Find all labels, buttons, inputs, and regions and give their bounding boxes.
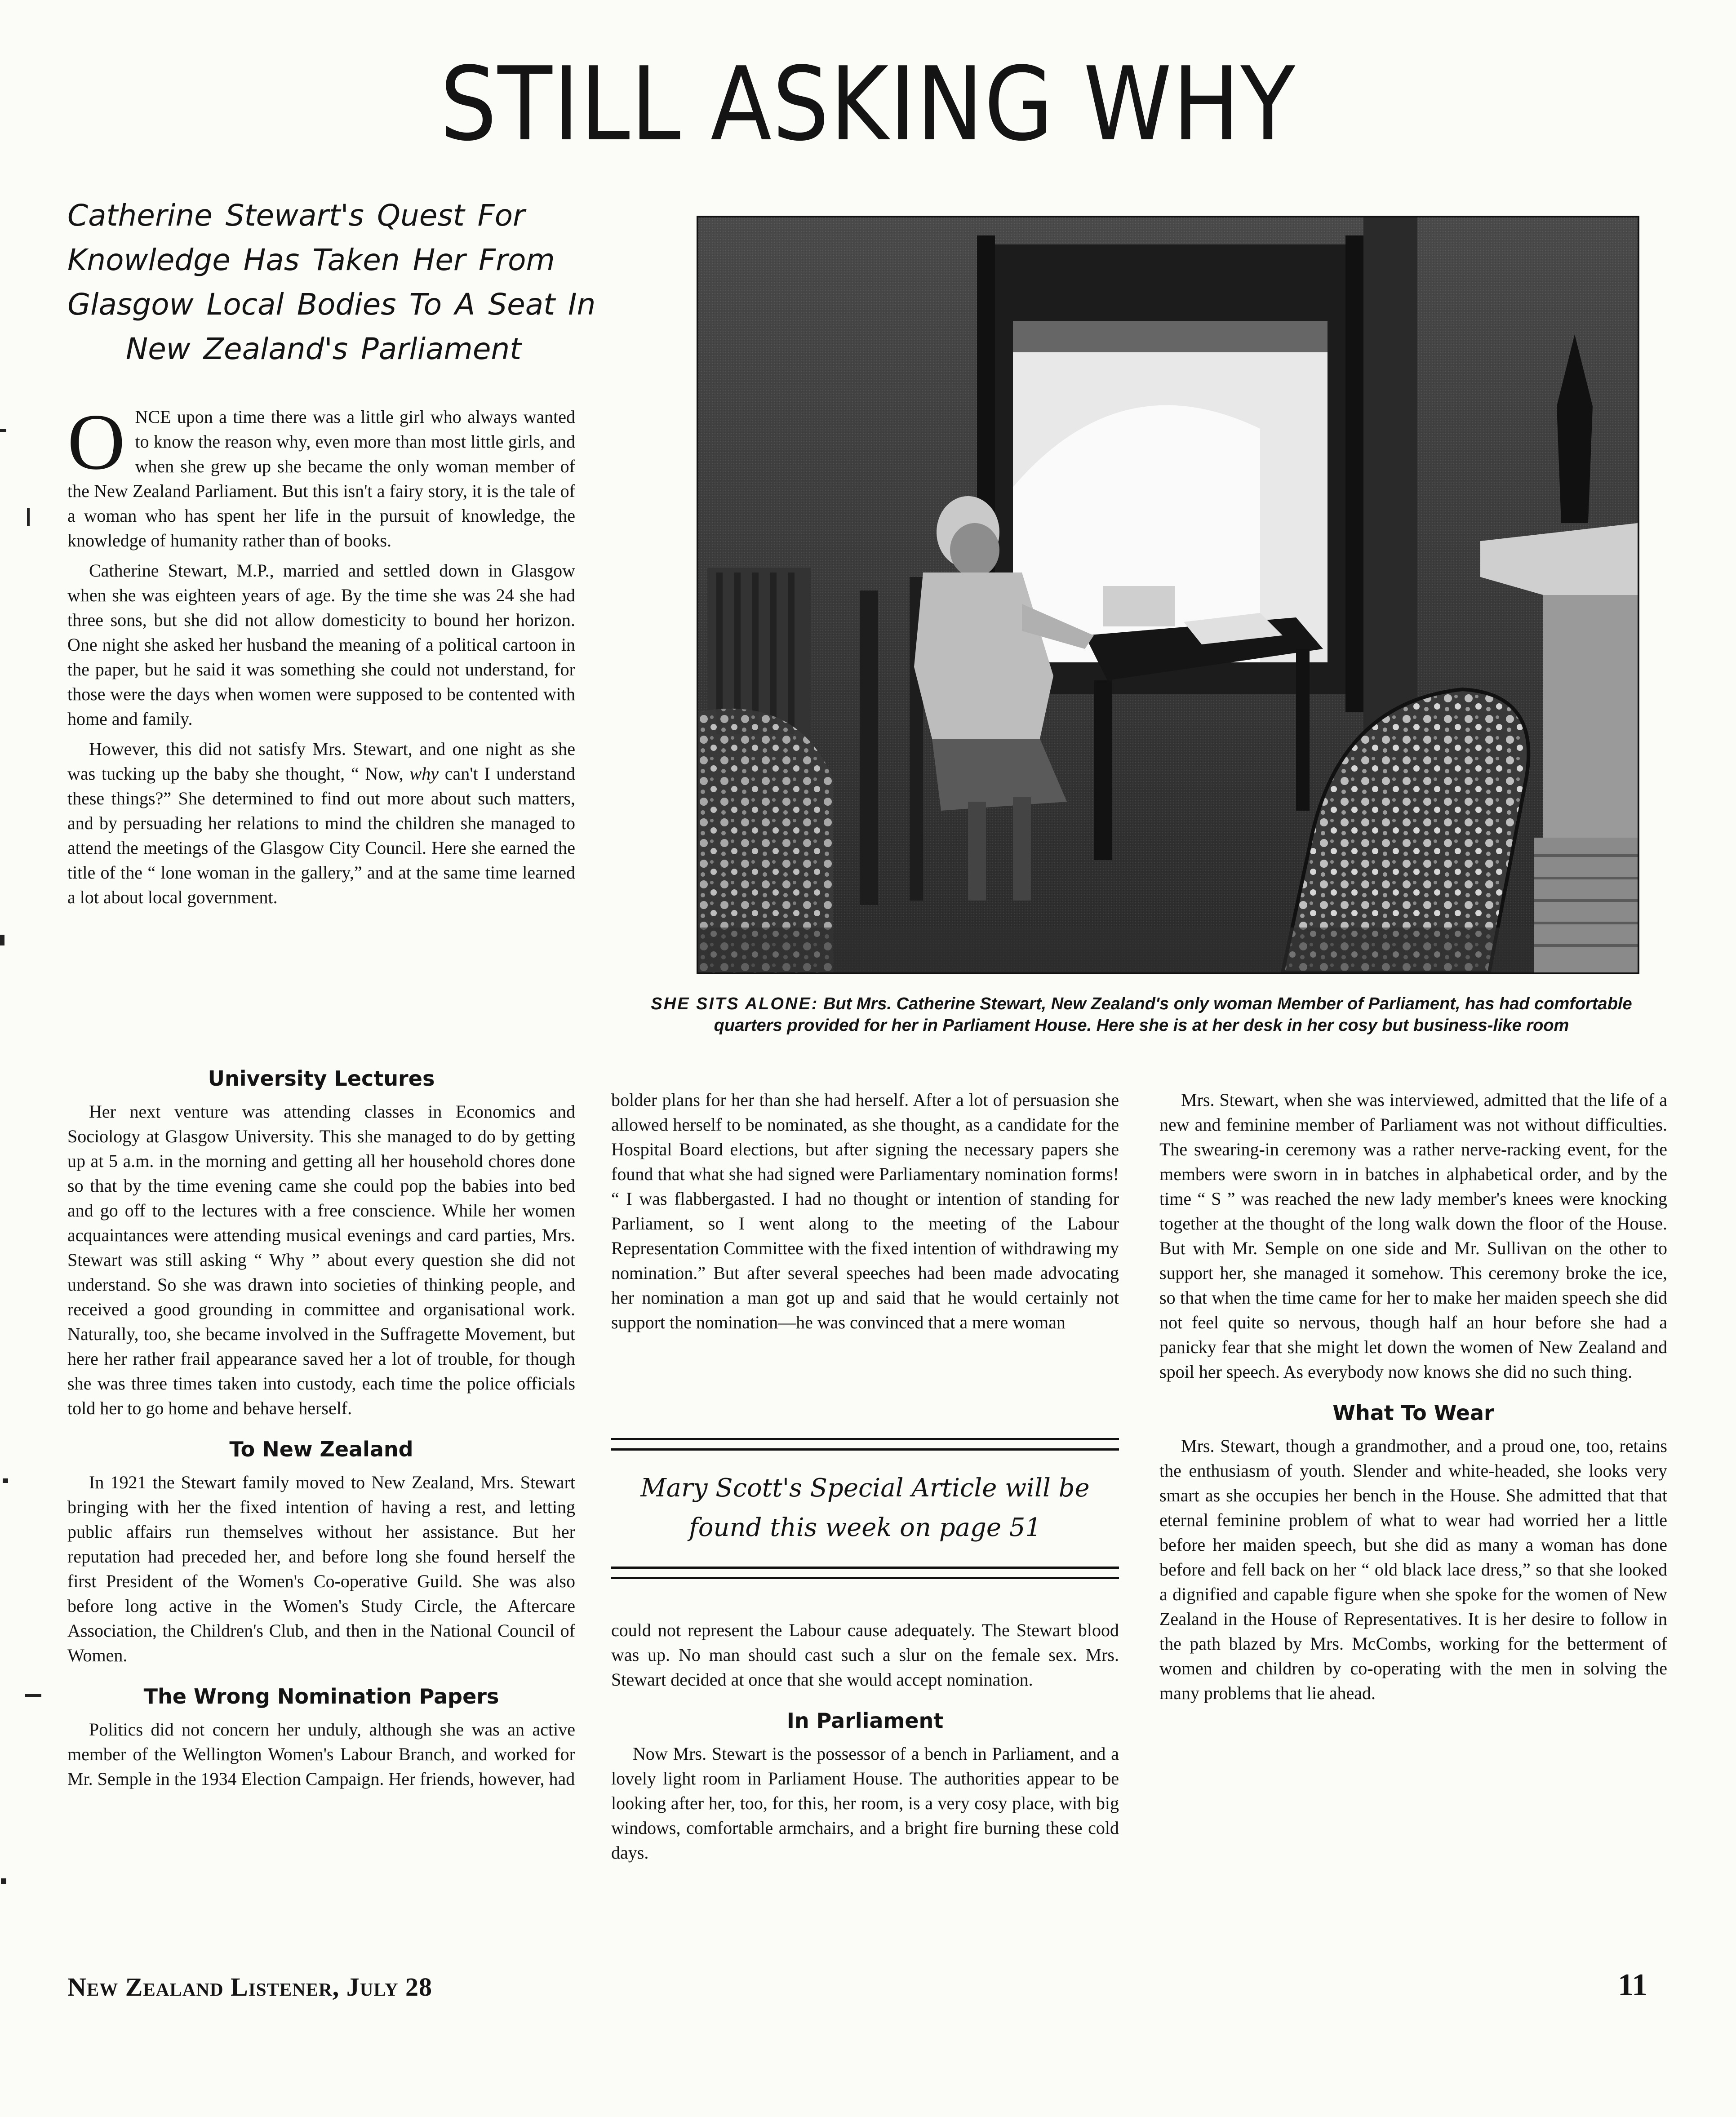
body-paragraph: Mrs. Stewart, when she was interviewed, admitted that the life of a new and feminine member of Parliament was not without difficulties. The swearing-in ceremony was a rather nerve-racking event, for the members were sworn in in batches in alphabetical order, and by the time “ S ” was reached the new lady member's knees were knocking together at the thought of the long walk down the floor of the House. But with Mr. Semple on one side and Mr. Sullivan on the other to support her, she managed it somehow. This ceremony broke the ice, so that when the time came for her to make her maiden speech she did not feel quite so nervous, though half an hour before she had a panicky fear that she might let down the women of New Zealand and spoil her speech. As everybody now knows she did no such thing. bbox=[1159, 1090, 1667, 1382]
margin-mark bbox=[0, 429, 6, 432]
headline: STILL ASKING WHY bbox=[440, 45, 1296, 164]
subhead-to-new-zealand: To New Zealand bbox=[229, 1437, 413, 1461]
deck-line: Knowledge Has Taken Her From bbox=[67, 243, 555, 277]
article-column-2 bbox=[611, 1087, 1119, 1335]
deck-line: Catherine Stewart's Quest For bbox=[67, 198, 525, 233]
subhead-in-parliament: In Parliament bbox=[786, 1709, 944, 1733]
page-number: 11 bbox=[1618, 1968, 1648, 2002]
publication-footer: New Zealand Listener, July 28 bbox=[67, 1972, 433, 2002]
article-column-1-continued bbox=[67, 1065, 575, 1791]
caption-text: But Mrs. Catherine Stewart, New Zealand's only woman Member of Parliament, has had comfortable quarters provided for her in Parliament House. Here she is at her desk in her cosy but business-like room bbox=[714, 994, 1632, 1035]
subhead-what-to-wear: What To Wear bbox=[1332, 1401, 1494, 1425]
lede-paragraph bbox=[67, 397, 575, 553]
article-column-1 bbox=[67, 397, 576, 910]
subhead-wrong-nomination-papers: The Wrong Nomination Papers bbox=[143, 1684, 499, 1709]
article-photo bbox=[697, 216, 1639, 974]
double-rule bbox=[611, 1567, 1119, 1579]
text-run: However, this did not satisfy Mrs. Stewart, and one night as she was tucking up the baby she thought, “ Now, bbox=[67, 739, 575, 784]
body-paragraph: Her next venture was attending classes in Economics and Sociology at Glasgow University. This she managed to do by getting up at 5 a.m. in the morning and getting all her household chores done so that by the time evening came she could pop the babies into bed and go off to the lectures with a free conscience. While her women acquaintances were attending musical evenings and card parties, Mrs. Stewart was still asking “ Why ” about every question she did not understand. So she was drawn into societies of thinking people, and received a good grounding in committee and organisational work. Naturally, too, she became involved in the Suffragette Movement, but here her rather frail appearance saved her a lot of trouble, for though she was three times taken into custody, each time the police officials told her to go home and behave herself. bbox=[67, 1101, 575, 1418]
deck-line: Glasgow Local Bodies To A Seat In bbox=[67, 287, 596, 322]
margin-mark bbox=[3, 1478, 8, 1483]
deck bbox=[67, 193, 596, 371]
drop-cap: O bbox=[67, 397, 125, 486]
margin-mark bbox=[27, 508, 30, 526]
lede-text: NCE upon a time there was a little girl who always wanted to know the reason why, even more than most little girls, and when she grew up she became the only woman member of the New Zealand Parliament. But this isn't a fairy story, it is the tale of a woman who has spent her life in the pursuit of knowledge, the knowledge of humanity rather than of books. bbox=[67, 407, 575, 550]
double-rule bbox=[611, 1438, 1119, 1451]
body-paragraph: could not represent the Labour cause adequately. The Stewart blood was up. No man should cast such a slur on the female sex. Mrs. Stewart decided at once that she would accept nomination. bbox=[611, 1620, 1119, 1690]
deck-line: New Zealand's Parliament bbox=[125, 332, 522, 366]
margin-mark bbox=[25, 1694, 41, 1697]
margin-mark bbox=[1, 1878, 6, 1884]
emphasis: why bbox=[409, 763, 439, 784]
photo-illustration bbox=[698, 217, 1638, 972]
article-column-3 bbox=[1159, 1087, 1667, 1705]
margin-mark bbox=[0, 935, 4, 945]
body-paragraph: Politics did not concern her unduly, although she was an active member of the Wellington Women's Labour Branch, and worked for Mr. Semple in the 1934 Election Campaign. Her friends, however, had bbox=[67, 1719, 575, 1789]
promo-text: Mary Scott's Special Article will be found this week on page 51 bbox=[640, 1473, 1090, 1542]
photo-caption bbox=[629, 993, 1654, 1036]
article-column-2-continued bbox=[611, 1618, 1119, 1865]
body-paragraph: In 1921 the Stewart family moved to New Zealand, Mrs. Stewart bringing with her the fixed intention of having a rest, and letting public affairs run themselves without her assistance. But her reputation had preceded her, and before long she found herself the first President of the Women's Co-operative Guild. She was also before long active in the Women's Study Circle, the Aftercare Association, the Children's Club, and then in the National Council of Women. bbox=[67, 1472, 575, 1665]
body-paragraph: Mrs. Stewart, though a grandmother, and a proud one, too, retains the enthusiasm of youth. Slender and white-headed, she looks very smart as she occupies her bench in the House. She admitted that that eternal feminine problem of what to wear had worried her a little before her maiden speech, but she did as many a woman has done before and fell back on her “ old black lace dress,” so that she looked a dignified and capable figure when she spoke for the women of New Zealand in the House of Representatives. It is her desire to follow in the path blazed by Mrs. McCombs, working for the betterment of women and children by co-operating with the men in solving the many problems that lie ahead. bbox=[1159, 1436, 1667, 1703]
body-paragraph: Now Mrs. Stewart is the possessor of a bench in Parliament, and a lovely light room in Parliament House. The authorities appear to be looking after her, too, for this, her room, is a very cosy place, with big windows, comfortable armchairs, and a bright fire burning these cold days. bbox=[611, 1744, 1119, 1863]
text-run: can't I understand these things?” She determined to find out more about such matters, and by persuading her relations to mind the children she managed to attend the meetings of the Glasgow City Council. Here she earned the title of the “ lone woman in the gallery,” and at the same time learned a lot about local government. bbox=[67, 763, 576, 907]
body-paragraph bbox=[67, 737, 575, 910]
body-paragraph: Catherine Stewart, M.P., married and settled down in Glasgow when she was eighteen years of age. By the time she was 24 she had three sons, but she did not allow domesticity to bound her horizon. One night she asked her husband the meaning of a political cartoon in the paper, but he said it was something she could not understand, for those were the days when women were supposed to be contented with home and family. bbox=[67, 560, 575, 729]
promo-box bbox=[611, 1438, 1119, 1579]
body-paragraph: bolder plans for her than she had herself. After a lot of persuasion she allowed herself to be nominated, as she thought, as a candidate for the Hospital Board elections, but after signing the necessary papers she found that what she had signed were Parliamentary nomination forms! “ I was flabbergasted. I had no thought or intention of standing for Parliament, so I went along to the meeting of the Labour Representation Committee with the fixed intention of withdrawing my nomination.” But after several speeches had been made advocating her nomination a man got up and said that he would certainly not support the nomination—he was convinced that a mere woman bbox=[611, 1090, 1119, 1332]
caption-lead: SHE SITS ALONE: bbox=[651, 994, 819, 1013]
subhead-university-lectures: University Lectures bbox=[208, 1066, 435, 1091]
